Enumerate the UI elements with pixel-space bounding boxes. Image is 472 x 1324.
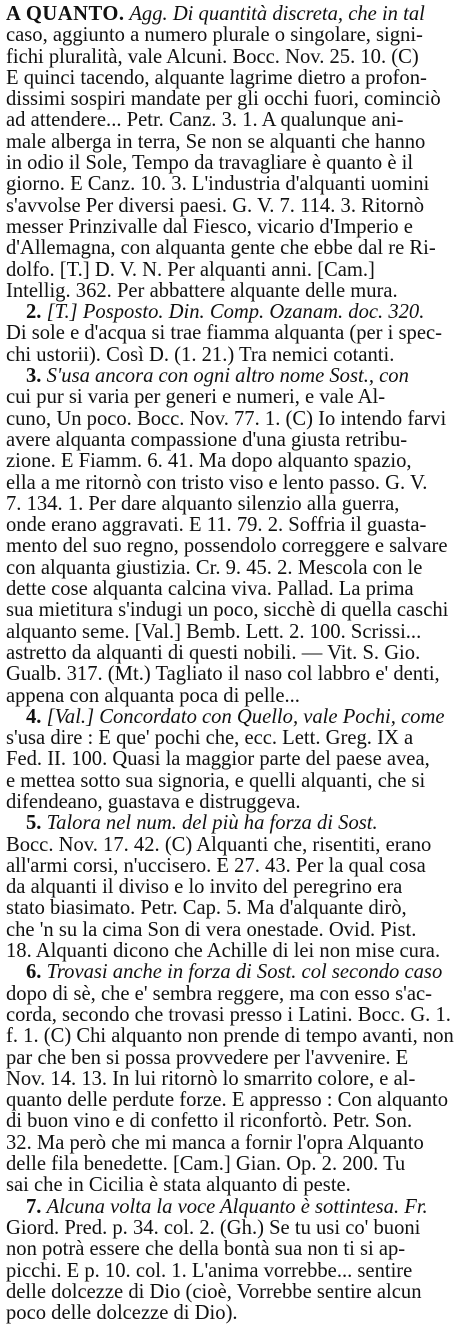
section-number: 3. — [26, 366, 47, 388]
section-first-line-text: S'usa ancora con ogni altro nome Sost., con — [46, 366, 409, 388]
section-line: 32. Ma però che mi manca a fornir l'opra Alquanto — [6, 1132, 424, 1154]
section-line: Gualb. 317. (Mt.) Tagliato il naso col labbro e' denti, — [6, 664, 440, 686]
entry-line-0 — [6, 4, 466, 25]
section-first-line-text: [T.] Posposto. Din. Comp. Ozanam. doc. 320. — [46, 302, 425, 324]
section-line: dette cose alquanta calcina viva. Pallad. La prima — [6, 579, 414, 601]
section-line: che 'n su la cima Son di vera onestade. Ovid. Pist. — [6, 919, 417, 941]
section-5 — [6, 813, 466, 962]
section-line — [6, 962, 466, 983]
section-first-line-text: Trovasi anche in forza di Sost. col secondo caso — [46, 962, 443, 984]
section-line: Nov. 14. 13. In lui ritornò lo smarrito colore, e al- — [6, 1068, 416, 1090]
section-line: chi ustorii). Così D. (1. 21.) Tra nemici cotanti. — [6, 344, 395, 366]
section-line: appena con alquanta poca di pelle... — [6, 685, 300, 707]
section-line: cuno, Un poco. Bocc. Nov. 77. 1. (C) Io intendo farvi — [6, 408, 447, 430]
entry-line: d'Allemagna, con alquanta gente che ebbe dal re Ri- — [6, 238, 436, 260]
entry-line: in odio il Sole, Tempo da travagliare è quanto è il — [6, 153, 414, 175]
section-line: onde erano aggravati. E 11. 79. 2. Soffria il guasta- — [6, 515, 427, 537]
section-number: 7. — [26, 1196, 47, 1218]
entry-line: giorno. E Canz. 10. 3. L'industria d'alquanti uomini — [6, 174, 430, 196]
section-line: da alquanti il diviso e lo invito del peregrino era — [6, 877, 403, 899]
entry-line: s'avvolse Per diversi paesi. G. V. 7. 114. 3. Ritornò — [6, 195, 425, 217]
sections-container — [6, 302, 466, 1324]
section-line — [6, 366, 466, 387]
entry-line: E quinci tacendo, alquante lagrime dietro a profon- — [6, 67, 427, 89]
section-line: zione. E Fiamm. 6. 41. Ma dopo alquanto spazio, — [6, 451, 412, 473]
section-6 — [6, 962, 466, 1196]
section-line — [6, 813, 466, 834]
section-line: picchi. E p. 10. col. 1. L'anima vorrebbe... sentire — [6, 1260, 413, 1282]
section-7 — [6, 1197, 466, 1324]
entry-line: Intellig. 362. Per abbattere alquante delle mura. — [6, 280, 398, 302]
entry-line: caso, aggiunto a numero plurale o singolare, signi- — [6, 25, 423, 47]
section-line: 18. Alquanti dicono che Achille di lei non mise cura. — [6, 941, 441, 963]
section-number: 6. — [26, 962, 47, 984]
section-4 — [6, 707, 466, 813]
entry-line-0-text: Agg. — [124, 4, 173, 25]
section-first-line-text: Talora nel num. del più ha forza di Sost. — [46, 813, 378, 835]
section-line: difendeano, guastava e distruggeva. — [6, 791, 301, 813]
section-number: 2. — [26, 302, 47, 324]
entry-line: fichi pluralità, vale Alcuni. Bocc. Nov. 25. 10. (C) — [6, 46, 419, 68]
entry-line: messer Prinzivalle dal Fiesco, vicario d'Imperio e — [6, 216, 413, 238]
section-line: e mettea sotto sua signoria, e quelli alquanti, che si — [6, 770, 426, 792]
section-line: sai che in Cicilia è stata alquanto di peste. — [6, 1175, 351, 1197]
section-line: ella a me ritornò con tristo viso e lento passo. G. V. — [6, 472, 428, 494]
section-line: stato biasimato. Petr. Cap. 5. Ma d'alquante dirò, — [6, 898, 407, 920]
headword: A QUANTO. — [6, 4, 125, 25]
section-line: delle dolcezze di Dio (cioè, Vorrebbe sentire alcun — [6, 1281, 422, 1303]
section-line — [6, 707, 466, 728]
section-line: di buon vino e di confetto il riconfortò. Petr. Son. — [6, 1111, 413, 1133]
section-3 — [6, 366, 466, 707]
section-line: Di sole e d'acqua si trae fiamma alquanta (per i spec- — [6, 323, 442, 345]
section-line: mento del suo regno, possendolo correggere e salvare — [6, 536, 448, 558]
entry-line: male alberga in terra, Se non se alquanti che hanno — [6, 131, 426, 153]
section-first-line-text: [Val.] Concordato con Quello, vale Pochi, come — [46, 706, 445, 728]
section-line: con alquanta giustizia. Cr. 9. 45. 2. Mescola con le — [6, 557, 423, 579]
section-line: all'armi corsi, n'uccisero. E 27. 43. Per la qual cosa — [6, 855, 426, 877]
section-line: poco delle dolcezze di Dio). — [6, 1303, 238, 1324]
section-line: cui pur si varia per generi e numeri, e vale Al- — [6, 387, 386, 409]
entry-block — [6, 4, 466, 302]
section-line: 7. 134. 1. Per dare alquanto silenzio alla guerra, — [6, 493, 400, 515]
section-number: 4. — [26, 706, 47, 728]
section-line: sua mietitura s'indugi un poco, sicchè di quella caschi — [6, 600, 449, 622]
section-line: delle fila benedette. [Cam.] Gian. Op. 2. 200. Tu — [6, 1154, 406, 1176]
section-line — [6, 1197, 466, 1218]
section-number: 5. — [26, 813, 47, 835]
entry-line: ad attendere... Petr. Canz. 3. 1. A qualunque ani- — [6, 110, 404, 132]
section-line: astretto da alquanti di questi nobili. — Vit. S. Gio. — [6, 642, 421, 664]
entry-line-0-def: Di quantità discreta, che in tal — [172, 4, 425, 25]
section-line: avere alquanta compassione d'una giusta retribu- — [6, 429, 408, 451]
section-line: Giord. Pred. p. 34. col. 2. (Gh.) Se tu usi co' buoni — [6, 1217, 421, 1239]
section-line: Fed. II. 100. Quasi la maggior parte del paese avea, — [6, 749, 430, 771]
section-line: s'usa dire : E que' pochi che, ecc. Lett. Greg. IX a — [6, 728, 414, 750]
section-line — [6, 302, 466, 323]
section-line: quanto delle perdute forze. E appresso : Con alquanto — [6, 1090, 449, 1112]
section-line: corda, secondo che trovasi presso i Latini. Bocc. G. 1. — [6, 1004, 451, 1026]
section-2 — [6, 302, 466, 366]
section-line: f. 1. (C) Chi alquanto non prende di tempo avanti, non — [6, 1026, 454, 1048]
section-line: non potrà essere che della bontà sua non ti si ap- — [6, 1239, 406, 1261]
section-line: par che ben si possa provvedere per l'avvenire. E — [6, 1047, 409, 1069]
section-line: Bocc. Nov. 17. 42. (C) Alquanti che, risentiti, erano — [6, 834, 432, 856]
entry-line: dissimi sospiri mandate per gli occhi fuori, cominciò — [6, 89, 441, 111]
section-line: alquanto seme. [Val.] Bemb. Lett. 2. 100. Scrissi... — [6, 621, 422, 643]
section-line: dopo di sè, che e' sembra reggere, ma con esso s'ac- — [6, 983, 432, 1005]
entry-line: dolfo. [T.] D. V. N. Per alquanti anni. [Cam.] — [6, 259, 375, 281]
section-first-line-text: Alcuna volta la voce Alquanto è sottintesa. Fr. — [46, 1196, 428, 1218]
